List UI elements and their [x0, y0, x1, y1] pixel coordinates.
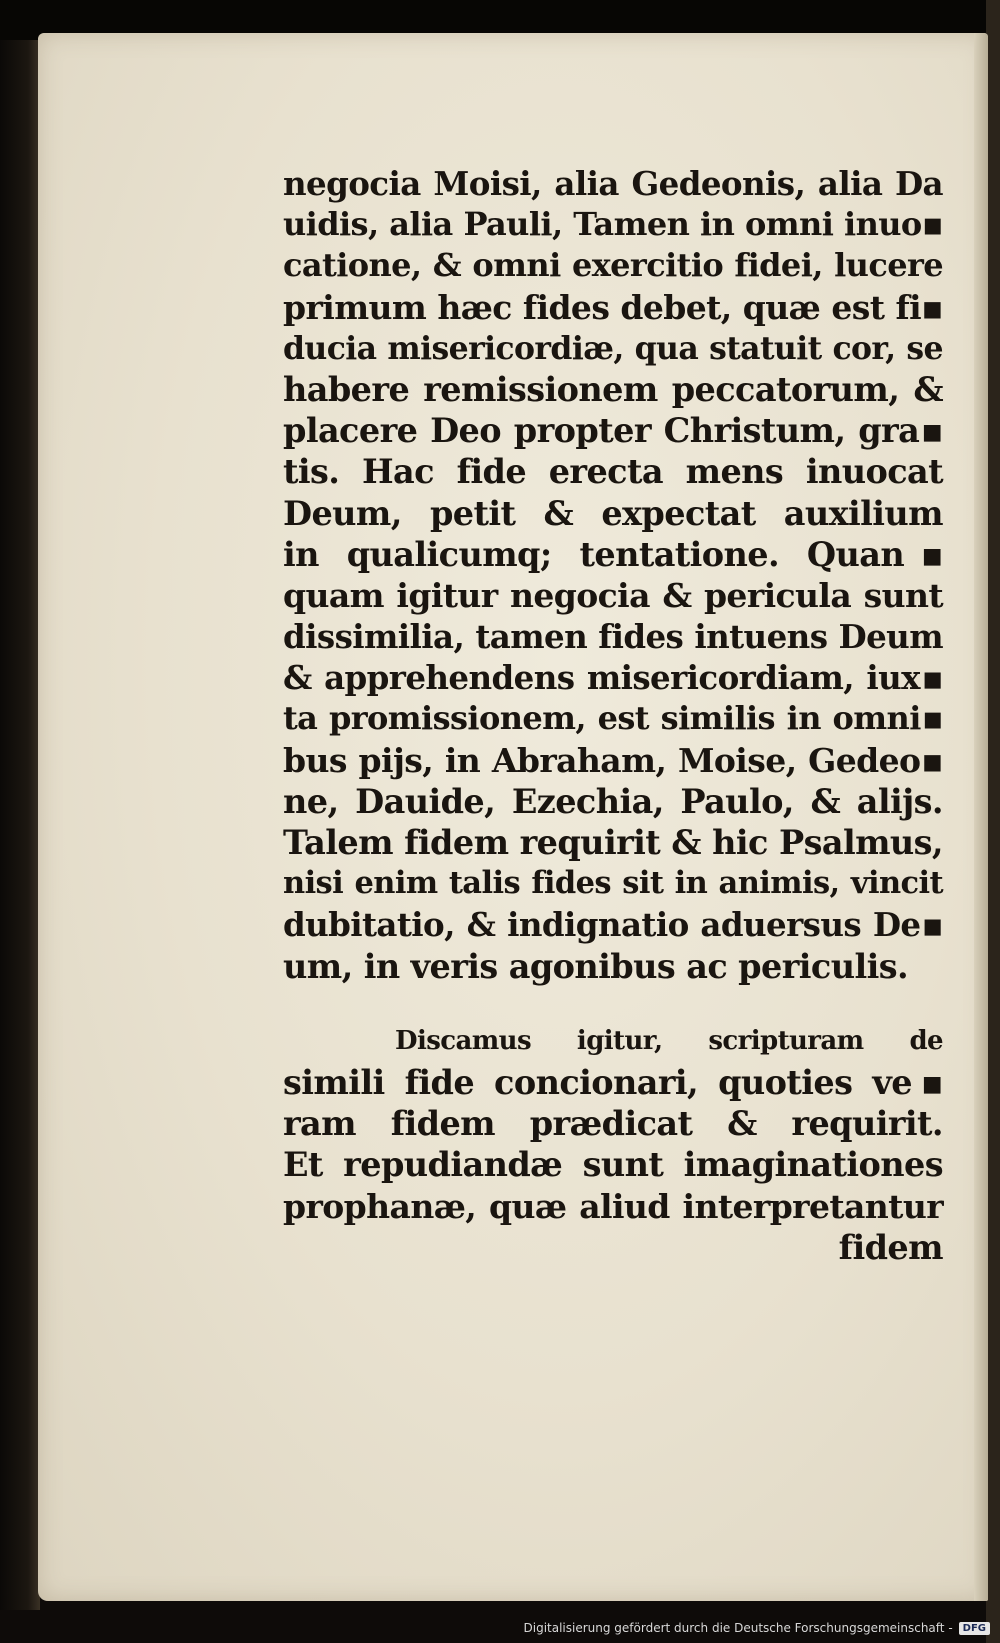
- text-line: tis. Hac fide erecta mens inuocat: [283, 452, 943, 492]
- text-line: nisi enim talis fides sit in animis, vincit: [283, 865, 943, 902]
- text-line: ta promissionem, est similis in omni▪: [283, 699, 943, 738]
- text-line: ducia misericordiæ, qua statuit cor, se: [283, 329, 943, 367]
- text-line: catione, & omni exercitio fidei, lucere: [283, 246, 943, 285]
- text-line: Et repudiandæ sunt imaginationes: [283, 1145, 943, 1185]
- text-line: dubitatio, & indignatio aduersus De▪: [283, 905, 943, 945]
- text-line: quam igitur negocia & pericula sunt: [283, 575, 943, 615]
- text-line: primum hæc fides debet, quæ est fi▪: [283, 287, 943, 327]
- text-line: ram fidem prædicat & requirit.: [283, 1104, 943, 1144]
- paragraph-1: [283, 163, 943, 987]
- text-line: Discamus igitur, scripturam de: [395, 1025, 943, 1056]
- scan-right-border: [986, 0, 1000, 1643]
- text-line: Talem fidem requirit & hic Psalmus,: [283, 823, 943, 862]
- catchword: fidem: [838, 1227, 943, 1267]
- page-text: [283, 163, 943, 1268]
- page-edge: [974, 33, 988, 1601]
- text-line: bus pijs, in Abraham, Moise, Gedeo▪: [283, 740, 943, 780]
- text-line: uidis, alia Pauli, Tamen in omni inuo▪: [283, 205, 943, 244]
- text-line: prophanæ, quæ aliud interpretantur: [283, 1186, 943, 1226]
- book-spine-edge: [0, 40, 40, 1610]
- text-line: dissimilia, tamen fides intuens Deum: [283, 617, 943, 657]
- text-line: simili fide concionari, quoties ve▪: [283, 1062, 943, 1102]
- footer-credit-text: Digitalisierung gefördert durch die Deutsche Forschungsgemeinschaft -: [523, 1621, 953, 1635]
- paragraph-2: [283, 1021, 943, 1268]
- dfg-logo: DFG: [959, 1622, 990, 1635]
- digitization-footer: [524, 1615, 991, 1641]
- book-page: [38, 33, 988, 1601]
- text-line: ne, Dauide, Ezechia, Paulo, & alijs.: [283, 781, 943, 821]
- text-line: habere remissionem peccatorum, &: [283, 369, 943, 409]
- text-line: negocia Moisi, alia Gedeonis, alia Da: [283, 164, 943, 203]
- text-line: Deum, petit & expectat auxilium: [283, 493, 943, 533]
- text-line: placere Deo propter Christum, gra▪: [283, 411, 943, 451]
- text-line: & apprehendens misericordiam, iux▪: [283, 658, 943, 698]
- text-line: in qualicumq; tentatione. Quan▪: [283, 534, 943, 574]
- text-line: um, in veris agonibus ac periculis.: [283, 946, 909, 986]
